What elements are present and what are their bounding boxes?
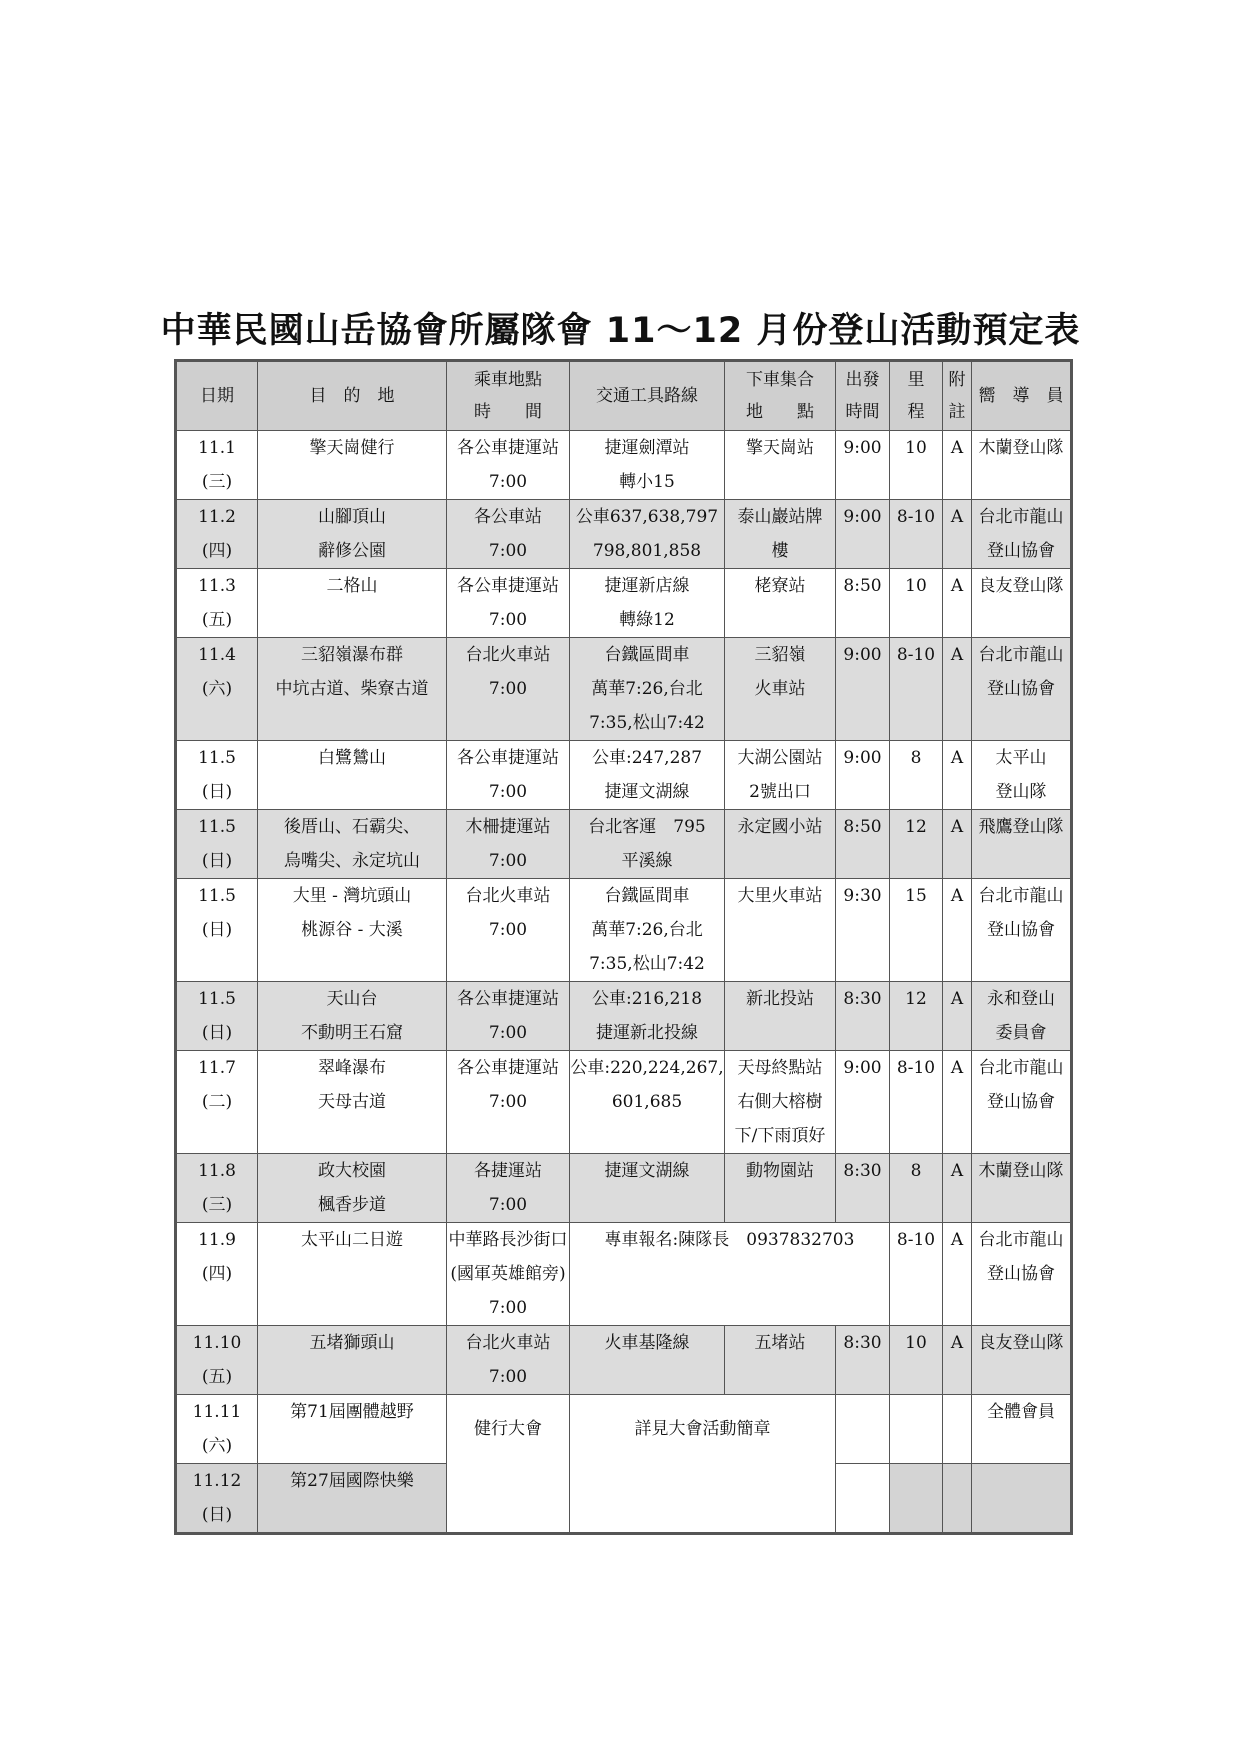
cell-date: 11.9 (四) — [176, 1223, 258, 1326]
table-row — [176, 1395, 1072, 1464]
cell-destination: 政大校園 楓香步道 — [258, 1154, 447, 1223]
cell-boarding: 各捷運站 7:00 — [447, 1154, 570, 1223]
cell-destination: 天山台 不動明王石窟 — [258, 982, 447, 1051]
cell-meeting: 動物園站 — [725, 1154, 836, 1223]
cell-distance — [890, 1464, 943, 1534]
header-meeting: 下車集合 地 點 — [725, 361, 836, 431]
cell-guide — [972, 1464, 1072, 1534]
cell-destination: 後厝山、石霸尖、 烏嘴尖、永定坑山 — [258, 810, 447, 879]
cell-boarding: 中華路長沙街口 (國軍英雄館旁) 7:00 — [447, 1223, 570, 1326]
cell-destination: 三貂嶺瀑布群 中坑古道、柴寮古道 — [258, 638, 447, 741]
cell-transport: 台北客運 795 平溪線 — [570, 810, 725, 879]
cell-depart-time: 8:30 — [836, 982, 890, 1051]
table-row — [176, 879, 1072, 982]
cell-guide: 台北市龍山 登山協會 — [972, 879, 1072, 982]
cell-guide: 太平山 登山隊 — [972, 741, 1072, 810]
cell-boarding: 各公車站 7:00 — [447, 500, 570, 569]
cell-distance: 10 — [890, 1326, 943, 1395]
header-destination: 目 的 地 — [258, 361, 447, 431]
cell-depart-time: 8:30 — [836, 1154, 890, 1223]
cell-destination: 大里 - 灣坑頭山 桃源谷 - 大溪 — [258, 879, 447, 982]
cell-note: A — [943, 810, 972, 879]
cell-date: 11.5 (日) — [176, 810, 258, 879]
cell-date: 11.11 (六) — [176, 1395, 258, 1464]
cell-boarding: 各公車捷運站 7:00 — [447, 431, 570, 500]
cell-distance: 8-10 — [890, 500, 943, 569]
cell-date: 11.8 (三) — [176, 1154, 258, 1223]
cell-guide: 木蘭登山隊 — [972, 431, 1072, 500]
cell-distance — [890, 1395, 943, 1464]
header-distance: 里 程 — [890, 361, 943, 431]
cell-distance: 8-10 — [890, 1051, 943, 1154]
cell-depart-time — [836, 1464, 890, 1534]
cell-depart-time: 8:50 — [836, 810, 890, 879]
cell-meeting: 大里火車站 — [725, 879, 836, 982]
cell-date: 11.5 (日) — [176, 741, 258, 810]
cell-transport: 捷運劍潭站 轉小15 — [570, 431, 725, 500]
cell-note: A — [943, 1051, 972, 1154]
cell-note: A — [943, 1154, 972, 1223]
cell-transport: 捷運新店線 轉綠12 — [570, 569, 725, 638]
cell-depart-time: 9:00 — [836, 741, 890, 810]
cell-depart-time: 9:30 — [836, 879, 890, 982]
cell-transport: 公車637,638,797 798,801,858 — [570, 500, 725, 569]
cell-charter-signup: 專車報名:陳隊長 0937832703 — [570, 1223, 890, 1326]
cell-meeting: 三貂嶺 火車站 — [725, 638, 836, 741]
cell-depart-time: 9:00 — [836, 1051, 890, 1154]
cell-distance: 10 — [890, 569, 943, 638]
cell-destination: 第27屆國際快樂 — [258, 1464, 447, 1534]
cell-depart-time: 9:00 — [836, 500, 890, 569]
cell-meeting: 五堵站 — [725, 1326, 836, 1395]
cell-guide: 台北市龍山 登山協會 — [972, 638, 1072, 741]
cell-date: 11.12 (日) — [176, 1464, 258, 1534]
cell-date: 11.4 (六) — [176, 638, 258, 741]
cell-distance: 8-10 — [890, 1223, 943, 1326]
cell-date: 11.10 (五) — [176, 1326, 258, 1395]
cell-boarding: 台北火車站 7:00 — [447, 1326, 570, 1395]
header-row — [176, 361, 1072, 431]
cell-boarding: 各公車捷運站 7:00 — [447, 982, 570, 1051]
header-date: 日期 — [176, 361, 258, 431]
cell-depart-time: 9:00 — [836, 638, 890, 741]
table-row — [176, 741, 1072, 810]
table-row — [176, 810, 1072, 879]
cell-depart-time — [836, 1395, 890, 1464]
cell-date: 11.2 (四) — [176, 500, 258, 569]
cell-boarding: 台北火車站 7:00 — [447, 638, 570, 741]
cell-destination: 五堵獅頭山 — [258, 1326, 447, 1395]
cell-transport: 火車基隆線 — [570, 1326, 725, 1395]
cell-note: A — [943, 1326, 972, 1395]
table-row — [176, 1223, 1072, 1326]
cell-boarding: 各公車捷運站 7:00 — [447, 569, 570, 638]
header-guide: 嚮 導 員 — [972, 361, 1072, 431]
cell-boarding: 各公車捷運站 7:00 — [447, 1051, 570, 1154]
table-row — [176, 638, 1072, 741]
cell-transport: 捷運文湖線 — [570, 1154, 725, 1223]
cell-meeting: 天母終點站 右側大榕樹 下/下雨頂好 — [725, 1051, 836, 1154]
cell-guide: 永和登山 委員會 — [972, 982, 1072, 1051]
cell-guide: 全體會員 — [972, 1395, 1072, 1464]
cell-event-detail: 詳見大會活動簡章 — [570, 1395, 836, 1534]
cell-meeting: 永定國小站 — [725, 810, 836, 879]
cell-boarding: 木柵捷運站 7:00 — [447, 810, 570, 879]
cell-meeting: 栳寮站 — [725, 569, 836, 638]
cell-note: A — [943, 500, 972, 569]
cell-transport: 台鐵區間車 萬華7:26,台北 7:35,松山7:42 — [570, 638, 725, 741]
schedule-table — [174, 359, 1073, 1535]
page-title: 中華民國山岳協會所屬隊會 11～12 月份登山活動預定表 — [160, 311, 1081, 351]
cell-transport: 台鐵區間車 萬華7:26,台北 7:35,松山7:42 — [570, 879, 725, 982]
table-row — [176, 431, 1072, 500]
cell-transport: 公車:216,218 捷運新北投線 — [570, 982, 725, 1051]
cell-destination: 第71屆團體越野 — [258, 1395, 447, 1464]
header-depart: 出發 時間 — [836, 361, 890, 431]
cell-distance: 10 — [890, 431, 943, 500]
cell-guide: 木蘭登山隊 — [972, 1154, 1072, 1223]
cell-guide: 飛鷹登山隊 — [972, 810, 1072, 879]
cell-date: 11.3 (五) — [176, 569, 258, 638]
cell-guide: 台北市龍山 登山協會 — [972, 500, 1072, 569]
cell-destination: 山腳頂山 辭修公園 — [258, 500, 447, 569]
cell-distance: 12 — [890, 982, 943, 1051]
cell-distance: 8 — [890, 1154, 943, 1223]
cell-note: A — [943, 431, 972, 500]
cell-destination: 白鷺鷥山 — [258, 741, 447, 810]
cell-destination: 二格山 — [258, 569, 447, 638]
cell-boarding: 台北火車站 7:00 — [447, 879, 570, 982]
cell-destination: 太平山二日遊 — [258, 1223, 447, 1326]
cell-destination: 擎天崗健行 — [258, 431, 447, 500]
cell-guide: 良友登山隊 — [972, 1326, 1072, 1395]
cell-note: A — [943, 638, 972, 741]
cell-note — [943, 1395, 972, 1464]
cell-date: 11.1 (三) — [176, 431, 258, 500]
cell-depart-time: 8:50 — [836, 569, 890, 638]
cell-note: A — [943, 982, 972, 1051]
table-row — [176, 569, 1072, 638]
cell-note: A — [943, 879, 972, 982]
header-boarding: 乘車地點 時 間 — [447, 361, 570, 431]
cell-depart-time: 8:30 — [836, 1326, 890, 1395]
cell-meeting: 大湖公園站 2號出口 — [725, 741, 836, 810]
cell-note: A — [943, 741, 972, 810]
cell-note — [943, 1464, 972, 1534]
cell-guide: 台北市龍山 登山協會 — [972, 1223, 1072, 1326]
cell-transport: 公車:220,224,267, 601,685 — [570, 1051, 725, 1154]
cell-destination: 翠峰瀑布 天母古道 — [258, 1051, 447, 1154]
table-row — [176, 1051, 1072, 1154]
table-row — [176, 1326, 1072, 1395]
cell-boarding: 各公車捷運站 7:00 — [447, 741, 570, 810]
header-transport: 交通工具路線 — [570, 361, 725, 431]
cell-guide: 良友登山隊 — [972, 569, 1072, 638]
cell-guide: 台北市龍山 登山協會 — [972, 1051, 1072, 1154]
cell-note: A — [943, 569, 972, 638]
cell-distance: 12 — [890, 810, 943, 879]
cell-meeting: 擎天崗站 — [725, 431, 836, 500]
cell-distance: 8 — [890, 741, 943, 810]
cell-meeting: 新北投站 — [725, 982, 836, 1051]
header-note: 附 註 — [943, 361, 972, 431]
cell-boarding: 健行大會 — [447, 1395, 570, 1534]
cell-date: 11.5 (日) — [176, 982, 258, 1051]
cell-distance: 8-10 — [890, 638, 943, 741]
cell-depart-time: 9:00 — [836, 431, 890, 500]
cell-date: 11.7 (二) — [176, 1051, 258, 1154]
table-row — [176, 500, 1072, 569]
cell-transport: 公車:247,287 捷運文湖線 — [570, 741, 725, 810]
cell-distance: 15 — [890, 879, 943, 982]
cell-date: 11.5 (日) — [176, 879, 258, 982]
table-row — [176, 982, 1072, 1051]
cell-meeting: 泰山巖站牌 樓 — [725, 500, 836, 569]
table-row — [176, 1154, 1072, 1223]
cell-note: A — [943, 1223, 972, 1326]
